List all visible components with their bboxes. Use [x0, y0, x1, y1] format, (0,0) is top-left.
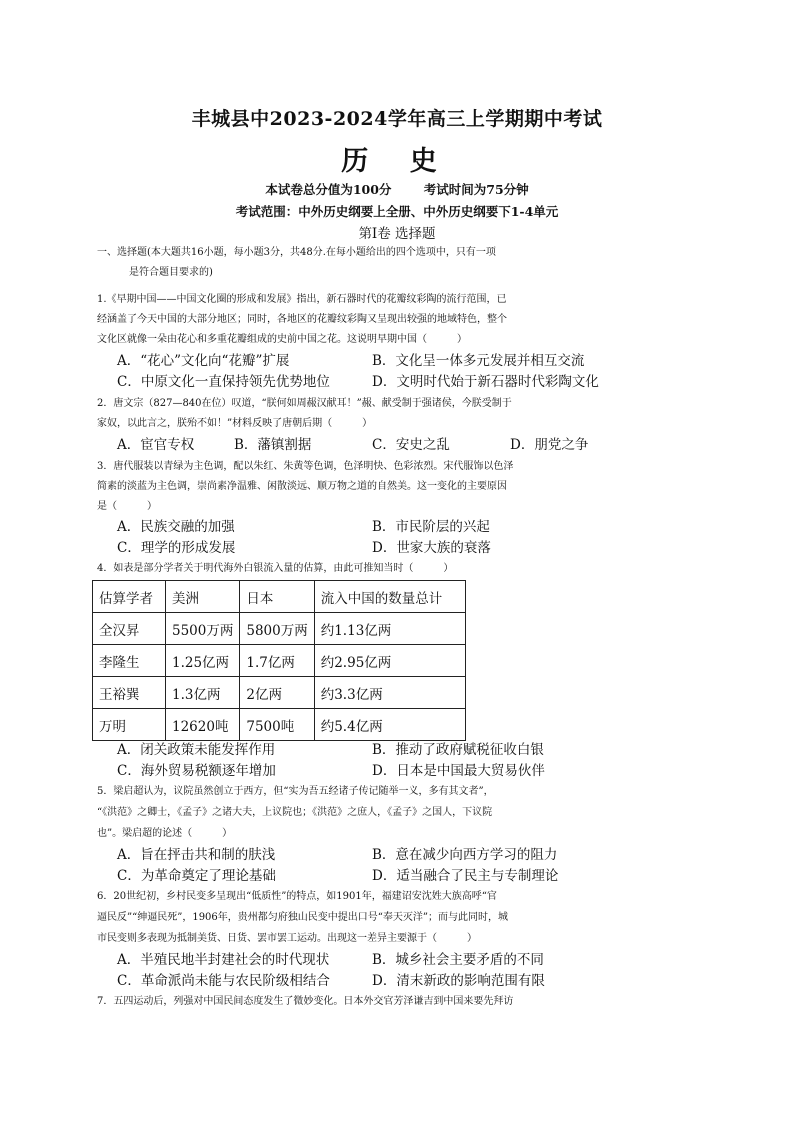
q3-option-b: B．市民阶层的兴起 [372, 519, 490, 535]
table-cell: 约1.13亿两 [314, 613, 465, 645]
q4-option-a: A．闭关政策未能发挥作用 [117, 742, 276, 758]
q2-stem-line: 2．唐文宗（827—840在位）叹道，“朕何如周赧汉献耳！”赧、献受制于强诸侯，今朕受制于 [97, 398, 512, 409]
q6-option-a: A．半殖民地半封建社会的时代现状 [117, 952, 330, 968]
subject-title: 历 史 [341, 146, 453, 177]
q3-option-c: C．理学的形成发展 [117, 540, 236, 556]
table-cell: 5500万两 [166, 613, 240, 645]
table-cell: 2亿两 [240, 677, 314, 709]
q5-stem-line: “《洪范》之卿士，《孟子》之诸大夫，上议院也；《洪范》之庶人，《孟子》之国人，下议院 [97, 807, 493, 818]
q1-stem-line: 文化区就像一朵由花心和多重花瓣组成的史前中国之花。这说明早期中国（ ） [97, 334, 467, 345]
table-header-cell: 流入中国的数量总计 [314, 581, 465, 613]
q5-option-b: B．意在减少向西方学习的阻力 [372, 847, 558, 863]
q6-stem-line: 市民变则多表现为抵制美货、日货、罢市罢工运动。出现这一差异主要源于（ ） [97, 933, 477, 944]
q6-stem-line: 6．20世纪初，乡村民变多呈现出“低质性”的特点，如1901年，福建诏安沈姓大族高呼“官 [97, 891, 497, 902]
section-heading: 一、选择题(本大题共16小题，每小题3分，共48分.在每小题给出的四个选项中，只有一项 [97, 247, 496, 258]
q2-option-c: C．安史之乱 [372, 437, 450, 453]
exam-scope: 考试范围：中外历史纲要上全册、中外历史纲要下1-4单元 [235, 204, 559, 219]
table-cell: 5800万两 [240, 613, 314, 645]
table-cell: 约2.95亿两 [314, 645, 465, 677]
q3-stem-line: 3．唐代服装以青绿为主色调，配以朱红、朱黄等色调，色泽明快、色彩浓烈。宋代服饰以色泽 [97, 461, 514, 472]
q4-option-c: C．海外贸易税额逐年增加 [117, 763, 276, 779]
q2-stem-line: 家奴，以此言之，朕殆不如！”材料反映了唐朝后期（ ） [97, 418, 373, 429]
q6-stem-line: 逼民反”“绅逼民死”，1906年，贵州都匀府独山民变中提出口号“奉天灭洋”；而与此同时，城 [97, 912, 509, 923]
q3-stem-line: 简素的淡蓝为主色调，崇尚素净温雅、闲散淡远、顺万物之道的自然美。这一变化的主要原因 [97, 481, 507, 492]
table-cell: 约5.4亿两 [314, 709, 465, 741]
table-cell: 1.25亿两 [166, 645, 240, 677]
q2-option-a: A．宦官专权 [117, 437, 195, 453]
q5-option-c: C．为革命奠定了理论基础 [117, 868, 276, 884]
table-cell: 王裕巽 [93, 677, 166, 709]
q6-option-d: D．清末新政的影响范围有限 [372, 973, 545, 989]
q1-option-a: A．“花心”文化向“花瓣”扩展 [117, 353, 290, 369]
q1-stem-line: 经涵盖了今天中国的大部分地区；同时，各地区的花瓣纹彩陶又呈现出较强的地域特色，整个 [97, 314, 507, 325]
q1-option-b: B．文化呈一体多元发展并相互交流 [372, 353, 585, 369]
q6-option-c: C．革命派尚未能与农民阶级相结合 [117, 973, 330, 989]
table-cell: 约3.3亿两 [314, 677, 465, 709]
q5-option-a: A．旨在抨击共和制的肤浅 [117, 847, 276, 863]
table-row [93, 613, 466, 645]
q5-stem-line: 也”。梁启超的论述（ ） [97, 828, 233, 839]
q2-option-b: B．藩镇割据 [234, 437, 312, 453]
total-score: 本试卷总分值为100分 [265, 182, 392, 197]
table-cell: 1.7亿两 [240, 645, 314, 677]
section-heading-cont: 是符合题目要求的) [129, 267, 213, 278]
table-header-cell: 日本 [240, 581, 314, 613]
q4-option-d: D．日本是中国最大贸易伙伴 [372, 763, 545, 779]
table-header-cell: 估算学者 [93, 581, 166, 613]
table-cell: 全汉昇 [93, 613, 166, 645]
q4-option-b: B．推动了政府赋税征收白银 [372, 742, 544, 758]
exam-info [0, 180, 794, 198]
table-cell: 12620吨 [166, 709, 240, 741]
q1-option-d: D．文明时代始于新石器时代彩陶文化 [372, 374, 599, 390]
q3-option-d: D．世家大族的衰落 [372, 540, 491, 556]
q3-option-a: A．民族交融的加强 [117, 519, 235, 535]
q1-stem-line: 1.《早期中国——中国文化圈的形成和发展》指出，新石器时代的花瓣纹彩陶的流行范围，已 [97, 294, 507, 305]
table-cell: 万明 [93, 709, 166, 741]
part-title: 第Ⅰ卷 选择题 [358, 226, 436, 242]
q4-stem: 4．如表是部分学者关于明代海外白银流入量的估算，由此可推知当时（ ） [97, 563, 454, 574]
table-row [93, 677, 466, 709]
table-cell: 1.3亿两 [166, 677, 240, 709]
table-cell: 李隆生 [93, 645, 166, 677]
q7-stem-line: 7．五四运动后，列强对中国民间态度发生了微妙变化。日本外交官芳泽谦吉到中国来要先拜访 [97, 996, 514, 1007]
table-header-cell: 美洲 [166, 581, 240, 613]
table-cell: 7500吨 [240, 709, 314, 741]
q5-option-d: D．适当融合了民主与专制理论 [372, 868, 559, 884]
table-header-row [93, 581, 466, 613]
table-row [93, 645, 466, 677]
q3-stem-line: 是（ ） [97, 501, 157, 512]
q1-option-c: C．中原文化一直保持领先优势地位 [117, 374, 330, 390]
table-row [93, 709, 466, 741]
exam-title: 丰城县中2023-2024学年高三上学期期中考试 [191, 108, 603, 130]
q2-option-d: D．朋党之争 [510, 437, 589, 453]
q6-option-b: B．城乡社会主要矛盾的不同 [372, 952, 544, 968]
silver-inflow-table [92, 580, 466, 741]
q5-stem-line: 5．梁启超认为，议院虽然创立于西方，但“实为吾五经诸子传记随举一义，多有其文者”， [97, 786, 494, 797]
exam-time: 考试时间为75分钟 [423, 182, 529, 197]
